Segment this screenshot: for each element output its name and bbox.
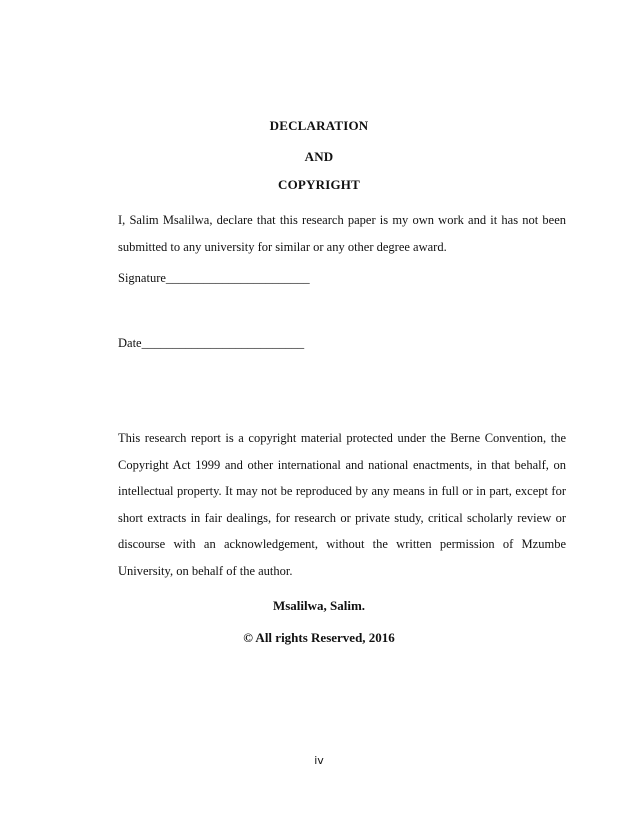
page-number: iv xyxy=(314,754,324,767)
title-declaration: DECLARATION xyxy=(269,118,369,133)
rights-statement: © All rights Reserved, 2016 xyxy=(243,630,395,645)
signature-field: Signature_______________________ xyxy=(118,271,310,285)
title-and: AND xyxy=(304,149,334,164)
title-copyright: COPYRIGHT xyxy=(278,177,360,192)
date-field: Date__________________________ xyxy=(118,336,305,350)
author-name: Msalilwa, Salim. xyxy=(272,598,366,613)
copyright-paragraph: This research report is a copyright material protected under the Berne Convention, the Copyright Act 1999 and other international and national enactments, in that behalf, on intellectual property. It may not be reproduced by any means in full or in part, except for short extracts in fair dealings, for research or private study, critical scholarly review or discourse with an acknowledgement, without the written permission of Mzumbe University, on behalf of the author. xyxy=(118,431,566,578)
declaration-paragraph: I, Salim Msalilwa, declare that this research paper is my own work and it has not been submitted to any university for similar or any other degree award. xyxy=(118,213,566,254)
